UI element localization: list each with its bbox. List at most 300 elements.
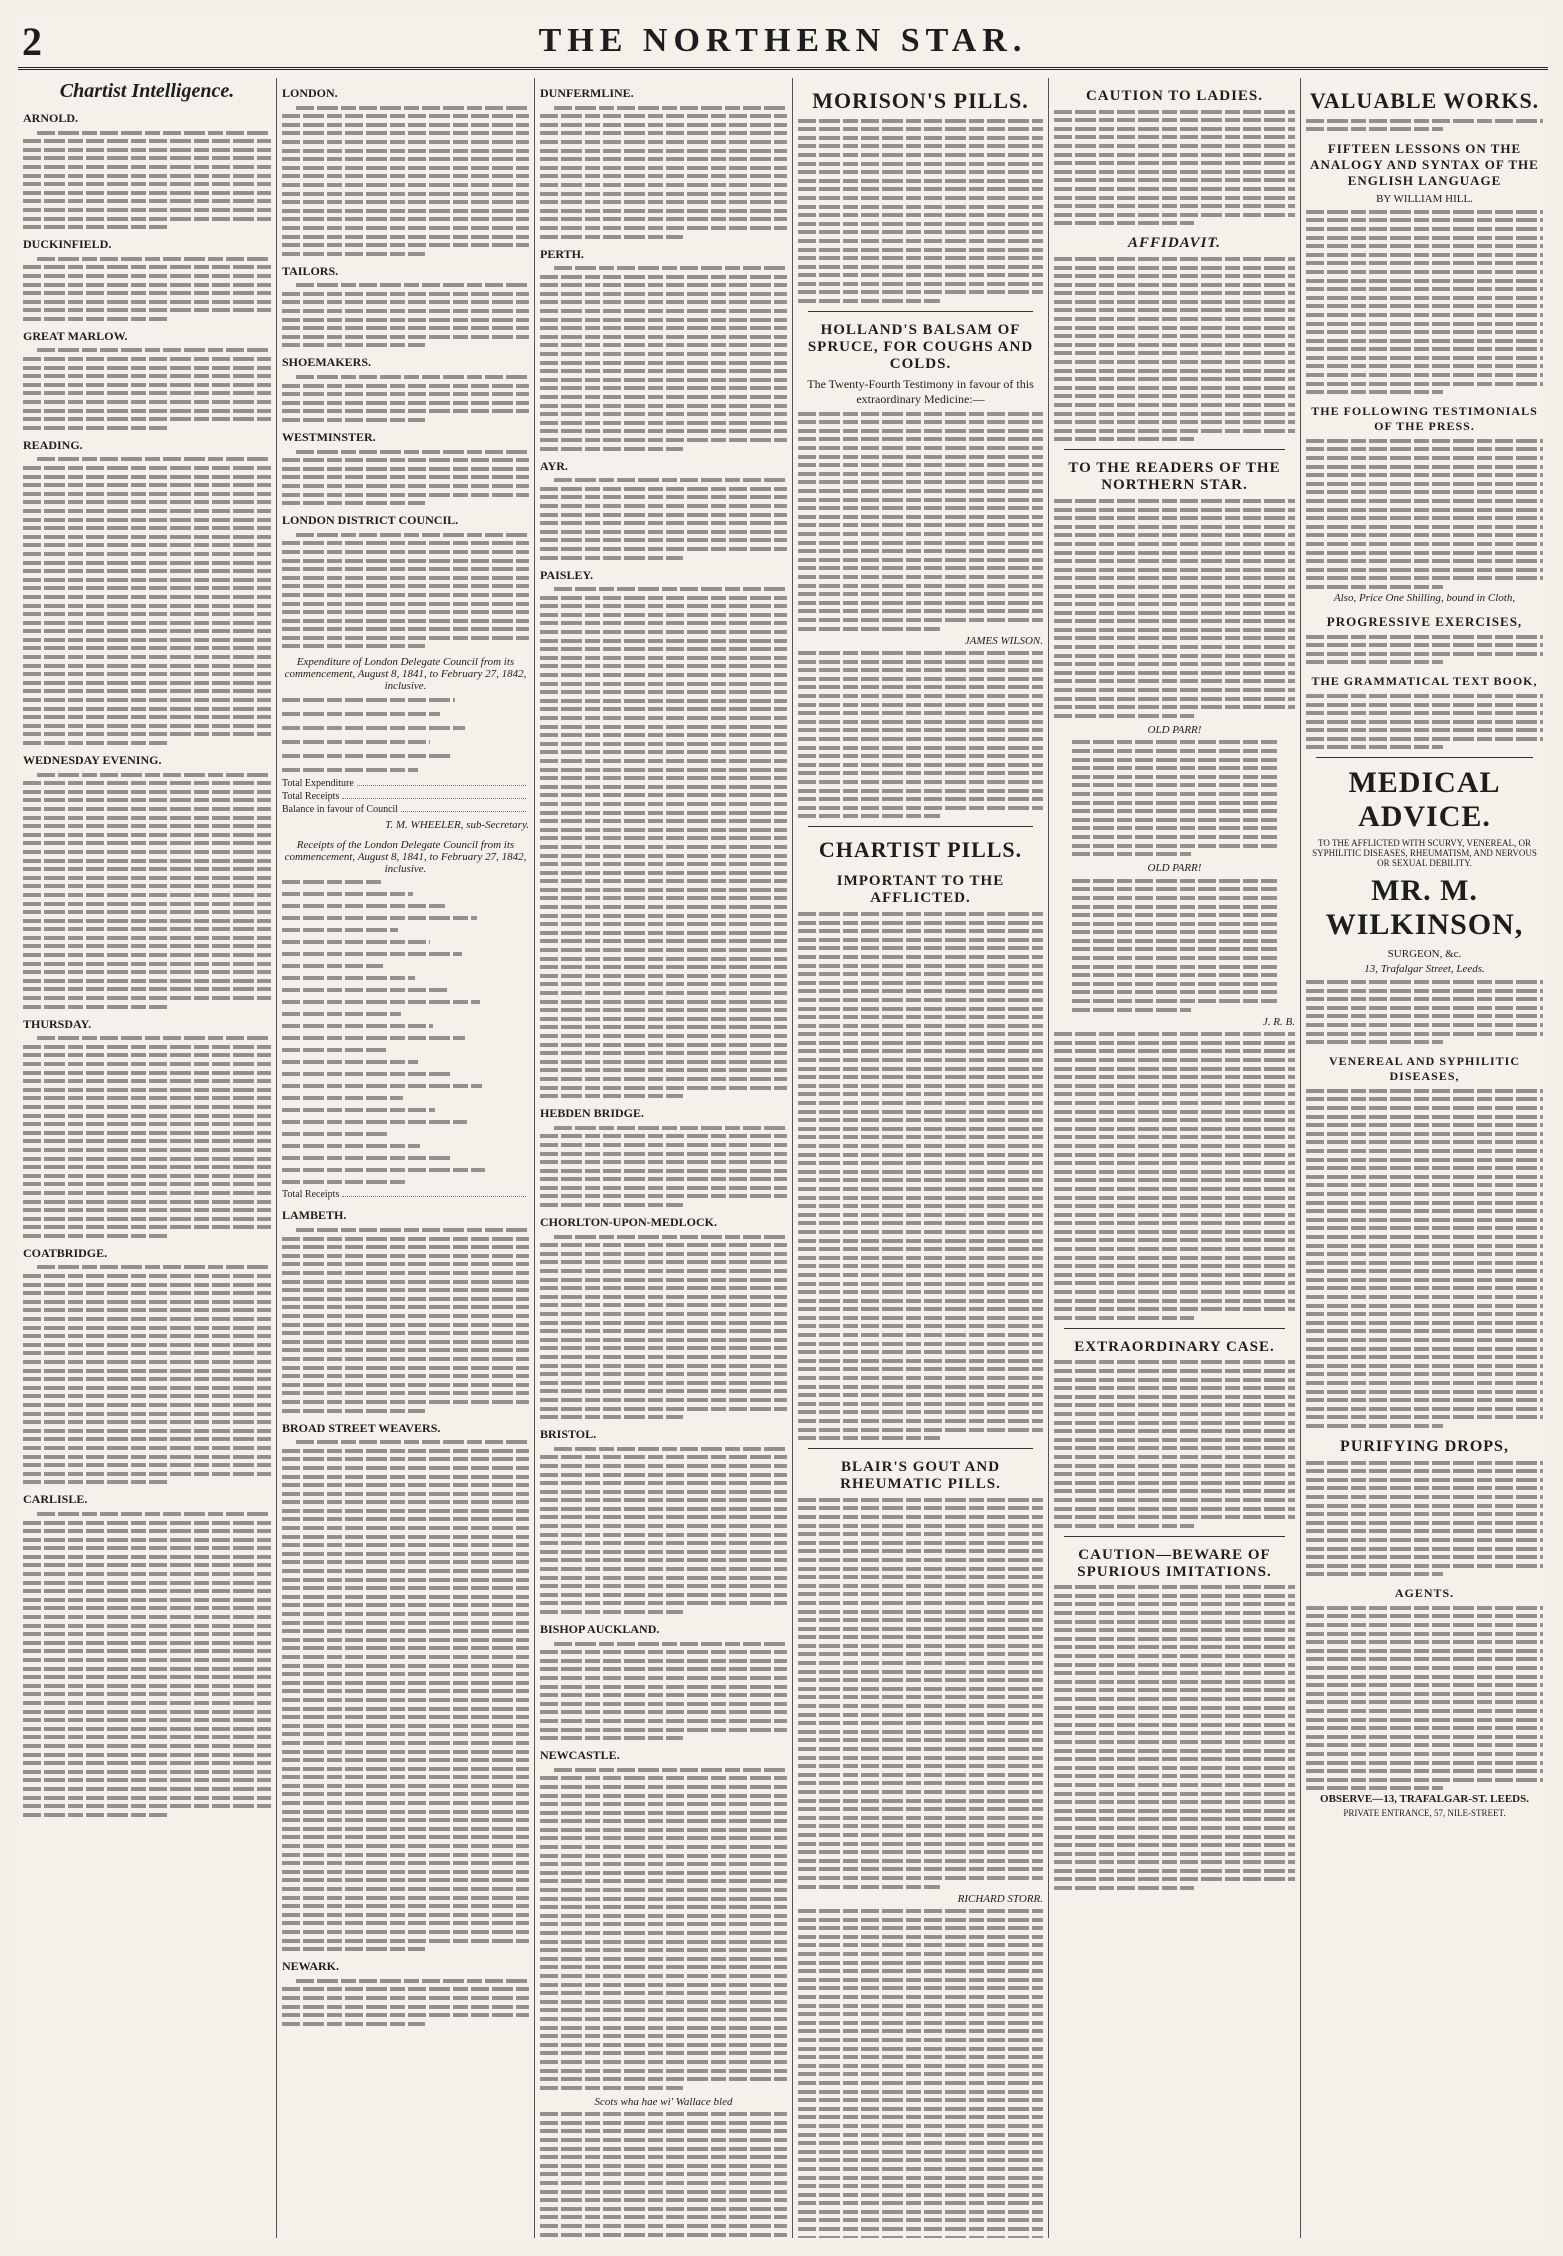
text-line xyxy=(798,2158,1043,2162)
text-line xyxy=(540,1034,787,1038)
text-line xyxy=(1054,1731,1295,1735)
text-line xyxy=(282,1767,529,1771)
text-line xyxy=(23,509,271,513)
text-line xyxy=(1306,1778,1543,1782)
text-line xyxy=(23,1105,271,1109)
text-line xyxy=(540,1000,787,1004)
text-line xyxy=(798,1256,1043,1260)
text-line xyxy=(23,1675,271,1679)
text-line xyxy=(23,1412,271,1416)
paragraph-body xyxy=(540,1235,787,1419)
text-line xyxy=(1054,551,1295,555)
text-line xyxy=(282,409,529,413)
text-line xyxy=(540,2121,787,2125)
text-line xyxy=(1072,956,1277,960)
text-line xyxy=(1054,153,1295,157)
text-line xyxy=(296,106,529,110)
text-line xyxy=(282,976,415,980)
text-line xyxy=(798,455,1043,459)
text-line xyxy=(798,222,1043,226)
text-line xyxy=(540,819,787,823)
expenditure-row xyxy=(282,750,529,762)
text-line xyxy=(282,1314,529,1318)
text-line xyxy=(23,526,271,530)
text-line xyxy=(1054,645,1295,649)
text-line xyxy=(798,955,1043,959)
text-line xyxy=(540,1481,787,1485)
text-line xyxy=(282,940,430,944)
text-line xyxy=(282,1280,529,1284)
text-line xyxy=(1054,628,1295,632)
paragraph-heading: BROAD STREET WEAVERS. xyxy=(282,1420,441,1435)
text-line xyxy=(1054,1749,1295,1753)
receipts-row xyxy=(282,1033,529,1043)
text-line xyxy=(1306,533,1543,537)
text-line xyxy=(554,266,787,270)
text-line xyxy=(23,732,271,736)
text-line xyxy=(282,384,529,388)
book-title: THE GRAMMATICAL TEXT BOOK, xyxy=(1311,674,1538,689)
text-line xyxy=(282,627,529,631)
text-line xyxy=(798,2124,1043,2128)
text-line xyxy=(282,1569,529,1573)
text-line xyxy=(540,630,787,634)
text-line xyxy=(798,601,1043,605)
text-line xyxy=(282,1844,529,1848)
text-line xyxy=(1306,227,1543,231)
text-line xyxy=(540,742,787,746)
text-line xyxy=(1306,339,1543,343)
text-line xyxy=(23,283,271,287)
text-line xyxy=(1306,304,1543,308)
text-line xyxy=(23,552,271,556)
text-line xyxy=(1054,585,1295,589)
receipts-row xyxy=(282,997,529,1007)
text-line xyxy=(1054,1740,1295,1744)
receipts-row xyxy=(282,985,529,995)
text-line xyxy=(282,1595,529,1599)
text-line xyxy=(1054,594,1295,598)
text-line xyxy=(23,174,271,178)
text-line xyxy=(798,1084,1043,1088)
text-line xyxy=(282,1603,529,1607)
text-line xyxy=(798,1393,1043,1397)
text-line xyxy=(540,2034,787,2038)
text-line xyxy=(1054,1230,1295,1234)
ad-title-readers: TO THE READERS OF THE NORTHERN STAR. xyxy=(1068,460,1281,494)
text-line xyxy=(1306,1032,1543,1036)
text-line xyxy=(540,759,787,763)
text-line xyxy=(282,1784,529,1788)
text-line xyxy=(1072,887,1277,891)
text-line xyxy=(540,1862,787,1866)
text-line xyxy=(540,1541,787,1545)
text-line xyxy=(540,395,787,399)
text-line xyxy=(23,672,271,676)
price-note: Also, Price One Shilling, bound in Cloth, xyxy=(1333,591,1516,604)
text-line xyxy=(1054,429,1295,433)
text-line xyxy=(1054,1809,1295,1813)
text-line xyxy=(282,2005,529,2009)
paragraph-heading: GREAT MARLOW. xyxy=(23,328,128,343)
text-line xyxy=(1054,1161,1295,1165)
text-line xyxy=(540,879,787,883)
text-line xyxy=(1054,1110,1295,1114)
ad-body xyxy=(798,912,1043,1440)
text-line xyxy=(540,1650,787,1654)
paragraph-heading: BRISTOL. xyxy=(540,1427,597,1442)
text-line xyxy=(540,1836,787,1840)
text-line xyxy=(540,1828,787,1832)
paragraph-heading: AYR. xyxy=(540,458,568,473)
ad-body xyxy=(1306,694,1543,750)
doctor-address: 13, Trafalgar Street, Leeds. xyxy=(1364,963,1485,976)
text-line xyxy=(282,1374,529,1378)
divider xyxy=(1064,449,1285,450)
text-line xyxy=(540,200,787,204)
text-line xyxy=(540,1965,787,1969)
text-line xyxy=(282,1913,529,1917)
text-line xyxy=(540,131,787,135)
text-line xyxy=(540,1693,787,1697)
text-line xyxy=(1306,1097,1543,1101)
paragraph-heading: DUCKINFIELD. xyxy=(23,237,112,252)
column-6 xyxy=(1300,78,1548,2238)
text-line xyxy=(1306,465,1543,469)
paragraph-heading: SHOEMAKERS. xyxy=(282,355,372,370)
text-line xyxy=(23,543,271,547)
paragraph-heading: ARNOLD. xyxy=(23,111,79,125)
verse-refrain: OLD PARR! xyxy=(1147,862,1202,875)
text-line xyxy=(798,1110,1043,1114)
text-line xyxy=(23,1667,271,1671)
text-line xyxy=(540,2198,787,2202)
divider xyxy=(1064,1536,1285,1537)
paragraph-heading: NEWCASTLE. xyxy=(540,1748,620,1763)
text-line xyxy=(540,656,787,660)
text-line xyxy=(798,1007,1043,1011)
text-line xyxy=(23,217,271,221)
text-line xyxy=(798,179,1043,183)
text-line xyxy=(540,1550,787,1554)
text-line xyxy=(282,114,529,118)
text-line xyxy=(798,938,1043,942)
text-line xyxy=(1054,1118,1295,1122)
text-line xyxy=(798,1935,1043,1939)
text-line xyxy=(1054,1092,1295,1096)
text-line xyxy=(23,1165,271,1169)
text-line xyxy=(1072,852,1191,856)
text-line xyxy=(1306,1381,1543,1385)
text-line xyxy=(296,1979,529,1983)
text-line xyxy=(282,300,529,304)
paragraph-heading: NEWARK. xyxy=(282,1959,340,1974)
text-line xyxy=(1306,1286,1543,1290)
ad-body xyxy=(798,412,1043,631)
text-line xyxy=(540,1854,787,1858)
text-line xyxy=(798,2184,1043,2188)
text-line xyxy=(540,914,787,918)
text-line xyxy=(37,131,271,135)
text-line xyxy=(540,1372,787,1376)
text-line xyxy=(23,1761,271,1765)
text-line xyxy=(1072,783,1277,787)
text-line xyxy=(798,196,1043,200)
text-line xyxy=(798,2047,1043,2051)
text-line xyxy=(1306,1700,1543,1704)
text-line xyxy=(798,532,1043,536)
text-line xyxy=(1054,1360,1295,1364)
text-line xyxy=(282,1072,450,1076)
text-line xyxy=(23,1787,271,1791)
text-line xyxy=(282,1483,529,1487)
text-line xyxy=(23,715,271,719)
paragraph-heading: CARLISLE. xyxy=(23,1492,88,1507)
text-line xyxy=(798,1995,1043,1999)
text-line xyxy=(798,989,1043,993)
text-line xyxy=(1054,1075,1295,1079)
text-line xyxy=(540,1068,787,1072)
text-line xyxy=(798,814,940,818)
text-line xyxy=(282,964,383,968)
text-line xyxy=(282,1036,465,1040)
text-line xyxy=(282,1024,433,1028)
text-line xyxy=(540,1278,787,1282)
text-line xyxy=(1306,1735,1543,1739)
text-line xyxy=(1306,635,1543,639)
text-line xyxy=(282,1340,529,1344)
text-line xyxy=(798,921,1043,925)
text-line xyxy=(1054,300,1295,304)
text-line xyxy=(540,621,787,625)
text-line xyxy=(23,689,271,693)
text-line xyxy=(554,1235,787,1239)
text-line xyxy=(282,1818,529,1822)
text-line xyxy=(798,446,1043,450)
text-line xyxy=(1054,343,1295,347)
text-line xyxy=(1072,740,1277,744)
paragraph-body xyxy=(540,2112,787,2238)
paragraph-body xyxy=(282,1228,529,1412)
text-line xyxy=(282,1698,529,1702)
ad-body xyxy=(1306,210,1543,394)
text-line xyxy=(23,1563,271,1567)
text-line xyxy=(540,1736,683,1740)
text-line xyxy=(540,386,787,390)
text-line xyxy=(1306,660,1443,664)
text-line xyxy=(282,916,477,920)
text-line xyxy=(23,569,271,573)
text-line xyxy=(798,1015,1043,1019)
text-line xyxy=(282,1827,529,1831)
text-line xyxy=(1054,1281,1295,1285)
text-line xyxy=(540,1601,787,1605)
text-line xyxy=(540,639,787,643)
text-line xyxy=(23,1572,271,1576)
text-line xyxy=(540,664,787,668)
text-line xyxy=(540,1802,787,1806)
text-line xyxy=(23,1334,271,1338)
text-line xyxy=(282,401,529,405)
text-line xyxy=(1054,360,1295,364)
text-line xyxy=(540,1455,787,1459)
text-line xyxy=(23,1274,271,1278)
text-line xyxy=(540,513,787,517)
text-line xyxy=(23,561,271,565)
text-line xyxy=(23,191,271,195)
text-line xyxy=(1054,1886,1194,1890)
text-line xyxy=(798,1290,1043,1294)
text-line xyxy=(1072,835,1277,839)
text-line xyxy=(798,2029,1043,2033)
ad-body xyxy=(1054,1032,1295,1320)
paragraph-heading: THURSDAY. xyxy=(23,1016,92,1031)
text-line xyxy=(540,378,787,382)
text-line xyxy=(540,209,787,213)
text-line xyxy=(540,2069,787,2073)
text-line xyxy=(1306,1166,1543,1170)
text-line xyxy=(1306,1115,1543,1119)
text-line xyxy=(540,613,787,617)
text-line xyxy=(23,936,271,940)
text-line xyxy=(282,1732,529,1736)
text-line xyxy=(1054,326,1295,330)
receipts-row xyxy=(282,1165,529,1175)
text-line xyxy=(540,2051,787,2055)
text-line xyxy=(282,157,529,161)
text-line xyxy=(540,114,787,118)
ad-title-blairs-pills: BLAIR'S GOUT AND RHEUMATIC PILLS. xyxy=(840,1459,1001,1493)
text-line xyxy=(23,1291,271,1295)
text-line xyxy=(798,256,1043,260)
text-line xyxy=(282,1000,480,1004)
section-heading: Chartist Intelligence. xyxy=(59,80,235,102)
text-line xyxy=(1054,1041,1295,1045)
text-line xyxy=(1054,127,1295,131)
text-line xyxy=(798,981,1043,985)
receipts-row xyxy=(282,877,529,887)
text-line xyxy=(282,1887,529,1891)
text-line xyxy=(1306,745,1443,749)
text-line xyxy=(798,1610,1043,1614)
text-line xyxy=(798,1316,1043,1320)
text-line xyxy=(798,1952,1043,1956)
text-line xyxy=(1072,758,1277,762)
text-line xyxy=(282,140,529,144)
text-line xyxy=(23,629,271,633)
text-line xyxy=(540,1086,787,1090)
affidavit-heading: AFFIDAVIT. xyxy=(1128,235,1221,252)
columns xyxy=(18,78,1548,2238)
text-line xyxy=(798,1747,1043,1751)
text-line xyxy=(798,746,1043,750)
text-line xyxy=(1054,516,1295,520)
text-line xyxy=(282,2022,425,2026)
text-line xyxy=(23,1649,271,1653)
text-line xyxy=(540,2224,787,2228)
text-line xyxy=(798,463,1043,467)
text-line xyxy=(798,1282,1043,1286)
text-line xyxy=(282,209,529,213)
text-line xyxy=(1054,1524,1194,1528)
receipts-row xyxy=(282,901,529,911)
text-line xyxy=(798,797,1043,801)
text-line xyxy=(1306,980,1543,984)
text-line xyxy=(1054,308,1295,312)
masthead xyxy=(18,12,1548,70)
text-line xyxy=(798,1436,940,1440)
text-line xyxy=(798,2072,1043,2076)
text-line xyxy=(798,162,1043,166)
text-line xyxy=(798,2090,1043,2094)
text-line xyxy=(1306,1329,1543,1333)
text-line xyxy=(23,621,271,625)
text-line xyxy=(282,1896,529,1900)
text-line xyxy=(1306,1726,1543,1730)
divider xyxy=(808,826,1033,827)
text-line xyxy=(540,647,787,651)
receipts-title: Receipts of the London Delegate Council from its commencement, August 8, 1841, to February 27, 1842, inclusive. xyxy=(284,839,527,876)
text-line xyxy=(540,1785,787,1789)
text-line xyxy=(798,703,1043,707)
text-line xyxy=(282,1048,386,1052)
text-line xyxy=(540,495,787,499)
text-line xyxy=(1054,420,1295,424)
ad-body xyxy=(1054,257,1295,441)
text-line xyxy=(282,1409,425,1413)
text-line xyxy=(282,1629,529,1633)
ad-body xyxy=(1054,1585,1295,1890)
text-line xyxy=(282,123,529,127)
text-line xyxy=(798,2064,1043,2068)
ad-body xyxy=(1306,1606,1543,1790)
text-line xyxy=(1054,1204,1295,1208)
text-line xyxy=(1054,1290,1295,1294)
text-line xyxy=(282,1672,529,1676)
text-line xyxy=(540,2017,787,2021)
text-line xyxy=(798,1618,1043,1622)
text-line xyxy=(1054,1714,1295,1718)
text-line xyxy=(282,1288,529,1292)
text-line xyxy=(1054,1757,1295,1761)
text-line xyxy=(1054,1273,1295,1277)
text-line xyxy=(1072,965,1277,969)
text-line xyxy=(1054,1101,1295,1105)
text-line xyxy=(540,235,683,239)
text-line xyxy=(1054,144,1295,148)
text-line xyxy=(540,785,787,789)
text-line xyxy=(282,309,529,313)
text-line xyxy=(798,230,1043,234)
text-line xyxy=(282,1715,529,1719)
text-line xyxy=(23,1369,271,1373)
text-line xyxy=(798,728,1043,732)
text-line xyxy=(23,1360,271,1364)
text-line xyxy=(540,1346,787,1350)
text-line xyxy=(23,1200,271,1204)
text-line xyxy=(798,972,1043,976)
text-line xyxy=(1054,161,1295,165)
verse-body xyxy=(1054,740,1295,856)
doctor-title: SURGEON, &c. xyxy=(1387,948,1462,961)
paragraph-heading: TAILORS. xyxy=(282,263,339,278)
text-line xyxy=(540,2043,787,2047)
paragraph-body xyxy=(540,587,787,1098)
text-line xyxy=(1306,1486,1543,1490)
signature: JAMES WILSON. xyxy=(964,634,1043,647)
text-line xyxy=(540,2086,683,2090)
receipts-row xyxy=(282,937,529,947)
